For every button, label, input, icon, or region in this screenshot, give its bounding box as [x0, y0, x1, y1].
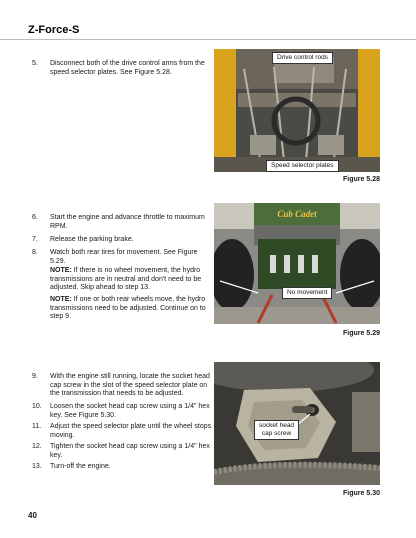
- step-number: 5.: [32, 60, 38, 67]
- step-number: 8.: [32, 249, 38, 256]
- step-number: 13.: [32, 463, 42, 470]
- step-text: Watch both rear tires for movement. See Figure 5.29.: [50, 249, 198, 265]
- step-text: With the engine still running, locate the socket head cap screw in the slot of the speed selector plate on the transmission that needs to be adjusted.: [50, 373, 210, 398]
- step-text: Turn-off the engine.: [50, 463, 111, 470]
- step-number: 11.: [32, 423, 42, 430]
- step-text: Start the engine and advance throttle to maximum RPM.: [50, 214, 205, 230]
- header-rule: [0, 39, 416, 40]
- note-wheels-move: [50, 296, 210, 322]
- manual-title: Z-Force-S: [28, 24, 80, 36]
- note-label: NOTE:: [50, 296, 72, 303]
- note-label: NOTE:: [50, 267, 72, 274]
- callout-line-1: socket head: [259, 422, 295, 429]
- step-text: Disconnect both of the drive control arms from the speed selector plates. See Figure 5.28.: [50, 60, 205, 76]
- note-text: If there is no wheel movement, the hydro transmissions are in neutral and don't need to be adjusted. Skip ahead to step 13.: [50, 267, 202, 292]
- callout-no-movement: No movement: [282, 287, 332, 299]
- step-number: 7.: [32, 236, 38, 243]
- figure-5-29-caption: Figure 5.29: [343, 330, 380, 337]
- step-text: Loosen the socket head cap screw using a 1/4" hex key. See Figure 5.30.: [50, 403, 210, 419]
- step-text: Tighten the socket head cap screw using a 1/4" hex key.: [50, 443, 210, 459]
- callout-speed-selector-plates: Speed selector plates: [266, 160, 339, 172]
- figure-5-29-photo: [214, 203, 380, 324]
- step-number: 9.: [32, 373, 38, 380]
- figure-5-28-photo: [214, 49, 380, 172]
- note-no-movement: [50, 267, 210, 293]
- callout-socket-head-cap-screw: [254, 420, 299, 440]
- step-text: Adjust the speed selector plate until the wheel stops moving.: [50, 423, 212, 439]
- step-number: 6.: [32, 214, 38, 221]
- step-number: 12.: [32, 443, 42, 450]
- note-text: If one or both rear wheels move, the hydro transmissions need to be adjusted. Continue on to step 9.: [50, 296, 206, 321]
- step-text: Release the parking brake.: [50, 236, 134, 243]
- brand-text: Cub Cadet: [277, 209, 317, 219]
- figure-5-30-caption: Figure 5.30: [343, 490, 380, 497]
- callout-line-2: cap screw: [261, 430, 292, 437]
- page-number: 40: [28, 511, 37, 520]
- callout-drive-control-rods: Drive control rods: [272, 52, 333, 64]
- step-number: 10.: [32, 403, 42, 410]
- figure-5-28-caption: Figure 5.28: [343, 176, 380, 183]
